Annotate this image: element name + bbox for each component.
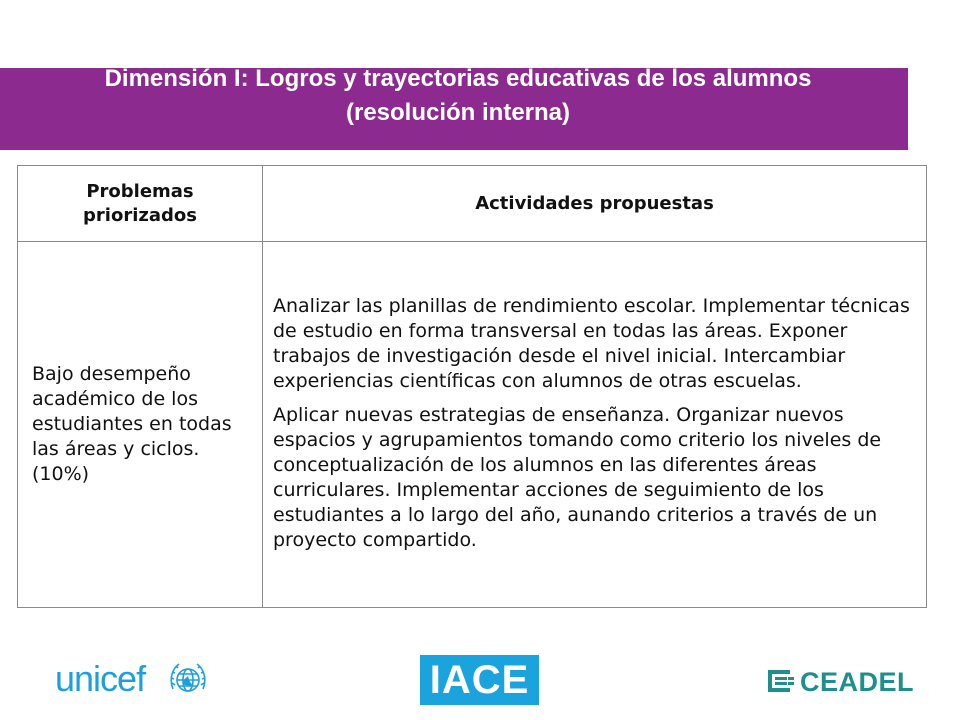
ceadel-wordmark: CEADEL xyxy=(800,667,915,697)
problem-cell: Bajo desempeño académico de los estudiantes en todas las áreas y ciclos. (10%) xyxy=(18,242,263,608)
unicef-wordmark: unicef xyxy=(55,658,146,699)
table-header-row xyxy=(18,166,927,242)
problems-activities-table xyxy=(17,165,927,608)
activities-paragraph-2: Aplicar nuevas estrategias de enseñanza. Organizar nuevos espacios y agrupamientos tomando como criterio los niveles de conceptualización de los alumnos en las diferentes áreas curriculares. Implementar acciones de seguimiento de los estudiantes a lo largo del año, aunando criterios a través de un proyecto compartido. xyxy=(273,404,882,551)
page-title xyxy=(0,68,908,130)
title-band xyxy=(0,68,908,150)
header-problems: Problemas priorizados xyxy=(18,166,263,242)
activities-paragraph-1: Analizar las planillas de rendimiento escolar. Implementar técnicas de estudio en forma transversal en todas las áreas. Exponer trabajos de investigación desde el nivel inicial. Intercambiar experiencias científicas con alumnos de otras escuelas. xyxy=(273,295,910,392)
activities-cell xyxy=(263,242,927,608)
iace-logo: IACE xyxy=(420,655,539,705)
unicef-logo xyxy=(55,655,215,705)
ceadel-mark-icon xyxy=(766,666,796,696)
title-line-2: (resolución interna) xyxy=(345,99,571,126)
globe-emblem-icon xyxy=(167,659,209,701)
ceadel-logo xyxy=(766,664,916,700)
title-line-1: Dimensión I: Logros y trayectorias educativas de los alumnos xyxy=(104,68,812,92)
table-row xyxy=(18,242,927,608)
header-activities: Actividades propuestas xyxy=(263,166,927,242)
